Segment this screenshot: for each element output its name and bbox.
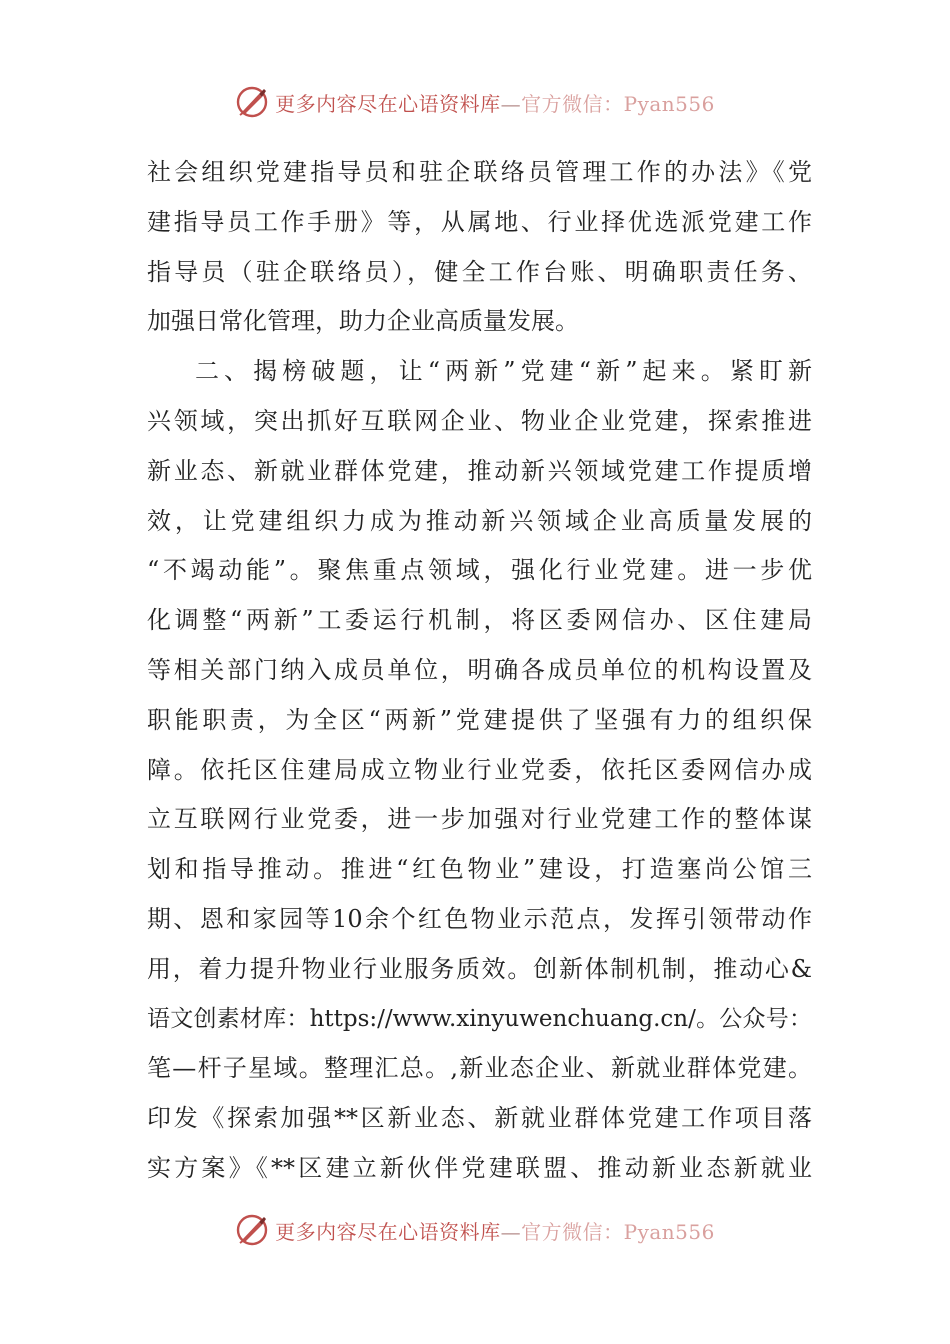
header-contact: 官方微信：Pyan556 xyxy=(521,91,715,116)
footer-text xyxy=(275,1216,715,1245)
footer-brand: 更多内容尽在心语资料库 xyxy=(275,1219,501,1244)
text-line: 兴领域，突出抓好互联网企业、物业企业党建，探索推进 xyxy=(147,406,812,435)
text-line: 等相关部门纳入成员单位，明确各成员单位的机构设置及 xyxy=(147,655,812,684)
text-line: 实方案》《**区建立新伙伴党建联盟、推动新业态新就业 xyxy=(147,1153,812,1182)
footer-contact: 官方微信：Pyan556 xyxy=(521,1219,715,1244)
footer-separator: — xyxy=(500,1219,522,1244)
footer-banner xyxy=(0,1210,950,1250)
text-line: 化调整“两新”工委运行机制，将区委网信办、区住建局 xyxy=(147,606,812,635)
text-line: 用，着力提升物业行业服务质效。创新体制机制，推动心& xyxy=(147,954,812,983)
text-line: 期、恩和家园等10余个红色物业示范点，发挥引领带动作 xyxy=(147,904,812,933)
text-line: 效，让党建组织力成为推动新兴领域企业高质量发展的 xyxy=(147,506,812,535)
text-line: 社会组织党建指导员和驻企联络员管理工作的办法》《党 xyxy=(147,158,812,186)
paragraph-start-line: 二、揭榜破题，让“两新”党建“新”起来。紧盯新 xyxy=(195,357,812,386)
text-line: 新业态、新就业群体党建，推动新兴领域党建工作提质增 xyxy=(147,456,812,485)
text-line: 建指导员工作手册》等，从属地、行业择优选派党建工作 xyxy=(147,207,812,236)
header-banner xyxy=(0,82,950,122)
text-line: 印发《探索加强**区新业态、新就业群体党建工作项目落 xyxy=(147,1104,812,1133)
text-line: 划和指导推动。推进“红色物业”建设，打造塞尚公馆三 xyxy=(147,855,812,884)
text-line-with-url: 语文创素材库：https://www.xinyuwenchuang.cn/。公众号： xyxy=(147,1005,812,1032)
text-line: 笔—杆子星域。整理汇总。,新业态企业、新就业群体党建。 xyxy=(147,1054,812,1083)
header-text xyxy=(275,88,715,117)
pen-circle-logo-icon xyxy=(235,1213,269,1247)
text-line: “不竭动能”。聚焦重点领域，强化行业党建。进一步优 xyxy=(147,556,812,585)
document-body xyxy=(147,148,812,1194)
text-line: 加强日常化管理，助力企业高质量发展。 xyxy=(147,307,579,336)
pen-circle-logo-icon xyxy=(235,85,269,119)
header-brand: 更多内容尽在心语资料库 xyxy=(275,91,501,116)
text-line: 职能职责，为全区“两新”党建提供了坚强有力的组织保 xyxy=(147,705,812,734)
text-line: 立互联网行业党委，进一步加强对行业党建工作的整体谋 xyxy=(147,805,812,834)
header-separator: — xyxy=(500,91,522,116)
text-line: 障。依托区住建局成立物业行业党委，依托区委网信办成 xyxy=(147,755,812,784)
text-line: 指导员（驻企联络员），健全工作台账、明确职责任务、 xyxy=(147,257,812,286)
